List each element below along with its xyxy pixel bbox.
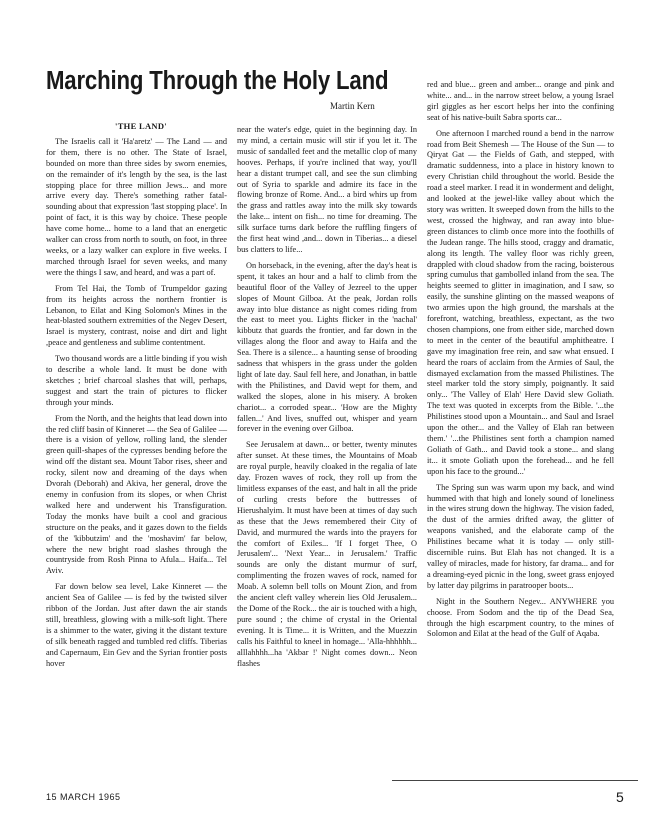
paragraph: near the water's edge, quiet in the beginning day. In my mind, a certain music will stir if you let it. The music of sandalled feet and the metallic clop of many hooves. Perhaps, if you're inclined that way, you'll hear a distant trumpet call, and see the sun climbing out of Syria to sparkle and admire its face in the flowing bronze of Rome. And... a bird whirs up from the grass and rattles away into the milk sky towards the lake... intent on fish... no time for dreaming. The silk surface turns dark before the ruffling fingers of the first heat wind ,and... down in Tiberias... a diesel bus clatters to life... (237, 125, 417, 254)
issue-date: 15 MARCH 1965 (46, 792, 121, 802)
paragraph: red and blue... green and amber... orange and pink and white... and... in the narrow street below, a young Israel girl giggles as her escort helps her into the confining seat of his native-built Sabra sports car... (427, 80, 614, 122)
article-column-1 (46, 121, 227, 675)
article-title: Marching Through the Holy Land (46, 67, 389, 95)
paragraph: Far down below sea level, Lake Kinneret — the ancient Sea of Galilee — is fed by the twisted silver ribbon of the Jordan. Just after dawn the air stands still, breathless, glowing with a milk-soft light. There is a shimmer to the water, giving it the distant texture of silk beneath ragged and tumbled red cliffs. Tiberias and Capernaum, Ein Gev and the Syrian frontier posts hover (46, 582, 227, 668)
paragraph: The Israelis call it 'Ha'aretz' — The Land — and for them, there is no other. The State of Israel, bounded on more than three sides by sworn enemies, on the remainder of it's length by the sea, is the last stopping place for three million Jews... and more arrive every day. There's something rather fatal-sounding about that expression 'last stopping place'. In point of fact, it is this way by choice. These people have come home... home to a land that an energetic walker can cross from north to south, on foot, in three weeks, or a lazy walker can explore in five weeks. I marched through Israel for seven weeks, and many were the things I saw, and heard, and was a part of. (46, 136, 227, 277)
paragraph: One afternoon I marched round a bend in the narrow road from Beit Shemesh — The House of the Sun — to Qiryat Gat — the Fields of Gath, and stepped, with dramatic suddenness, into a place in history known to every Christian child throughout the world. Beside the road a steel marker. I read it in wonderment and delight, and looked at the jewel-like valley about which the story was written. It sweeped down from the hills to the west, crossed the highway, and ran away into blue-green distances to climb once more into the foothills of the Judean range. The hills stood, craggy and dramatic, along its length. The valley floor was richly green, drappled with cloud shadow from the racing, boisterous spring cumulus that gambolled inland from the sea. The heights seemed to glitter in imagination, and I saw, so easily, the sunshine glinting on the massed weapons of two armies upon the high ground, the marshals at the forefront, watching, breathless, expectant, as the two chosen champions, one from either side, marched down to meet in the center of the beautiful amphitheatre. I gave my imagination free rein, and saw what ensued. I heard the roars of acclaim from the Armies of Saul, the dismayed exclamation from the massed Philistines. The steel marker told the story simply, poignantly. It said only... 'The Valley of Elah' Here David slew Goliath. The text was quoted in excerpts from the Bible. '...the Philistines stood upon a Mountain... and Saul and Israel upon the other... and the Valley of Elah ran between them.' '...the Philistines sent forth a champion named Goliath of Gath... and David took a stone... and slang it... it smote Goliath upon the forehead... and he fell upon his face to the ground...' (427, 128, 614, 476)
section-heading: 'THE LAND' (115, 121, 167, 131)
page-number: 5 (616, 789, 624, 805)
footer-rule (392, 780, 638, 781)
paragraph: See Jerusalem at dawn... or better, twenty minutes after sunset. At these times, the Mountains of Moab are royal purple, heavily cloaked in the regalia of late day. Frozen waves of rock, they roll up from the limitless expanses of the east, and halt in all the pride of curling crests before the buttresses of Hierushalyim. It must have been at times of day such as these that the Jews remembered their City of David, and murmured the wards into the prayers for the comfort of Exiles... 'If I forget Thee, O Jerusalem'... 'Next Year... in Jerusalem.' Traffic sounds are only the distant murmur of surf, complimenting the frozen waves of rock, named for Moab. A solemn bell tolls on Mount Zion, and from the ancient cleft valley wherein lies Old Jerusalem... the Dome of the Rock... the air is touched with a high, pure sound ; the chime of crystal in the Oriental evening. It is Time... it is Written, and the Muezzin calls his Faithful to kneel in homage... 'Alla-hhhhhh... alllahhhh...ha 'Akbar !' Night comes down... Neon flashes (237, 440, 417, 668)
paragraph: The Spring sun was warm upon my back, and wind hummed with that high and lonely sound of loneliness in the wires strung down the highway. The vision faded, the dust of the armies drifted away, the glitter of weapons vanished, and the elaborate camp of the Philistines became what it is today — only still-discernible ruins. But Elah has not changed. It is a valley of miracles, made for history, far drama... and for a dreaming-eyed picnic in the long, sweet grass enjoyed by latter day pilgrims in paratrooper boots... (427, 482, 614, 590)
article-column-3 (427, 80, 614, 645)
paragraph: Two thousand words are a little binding if you wish to describe a whole land. It must be done with sketches ; brief charcoal slashes that will, perhaps, suggest and start the train of pictures to flicker through your minds. (46, 354, 227, 407)
article-column-2 (237, 125, 417, 674)
paragraph: From the North, and the heights that lead down into the red cliff basin of Kinneret — the Sea of Galilee — there is a vision of yellow, rolling land, the slender green quill-shapes of the cypresses bending before the wind off the distant sea. Mount Tabor rises, sheer and rocky, silent now and dreaming of the days when Dvorah (Deborah) and Akiva, her general, drove the enemy in confusion from its slopes, or when Christ walked here and underwent his Transfiguration. Today the monks have built a cool and gracious structure on the peaks, and it gazes down to the fields of the 'kibbutzim' and the 'moshavim' far below, where the new bright road slashes through the countryside from Rosh Pinna to Afula... Haifa... Tel Aviv. (46, 413, 227, 576)
paragraph: Night in the Southern Negev... ANYWHERE you choose. From Sodom and the tip of the Dead Sea, through the high escarpment country, to the mines of Solomon and Eilat at the head of the Gulf of Aqaba. (427, 596, 614, 639)
article-author: Martin Kern (330, 101, 375, 111)
paragraph: On horseback, in the evening, after the day's heat is spent, it takes an hour and a half to climb from the beautiful floor of the Valley of Jezreel to the upper slopes of Mount Gilboa. At the peak, Jordan rolls away into blue distance as night comes riding from the east to meet you. Lights flicker in the 'nachal' kibbutz that guards the frontier, and far down in the villages along the floor and away to Haifa and the Sea. There is a silence... a haunting sense of brooding sadness that whispers in the grass under the golden light of late day. Saul fell here, and Jonathan, in battle with the Philistines, and David wept for them, and walked the slopes, alone in his misery. A broken chariot... a corroded spear... 'How are the Mighty fallen...' And lives, snuffed out, whisper and yearn forever in the evening over Gilboa. (237, 260, 417, 434)
paragraph: From Tel Hai, the Tomb of Trumpeldor gazing from its heights across the northern frontier is Lebanon, to Eilat and King Solomon's Mines in the heat-blasted southern extremities of the Negev Desert, Israel is mystery, contrast, noise and dirt and light ,peace and gentleness and sublime contentment. (46, 283, 227, 348)
